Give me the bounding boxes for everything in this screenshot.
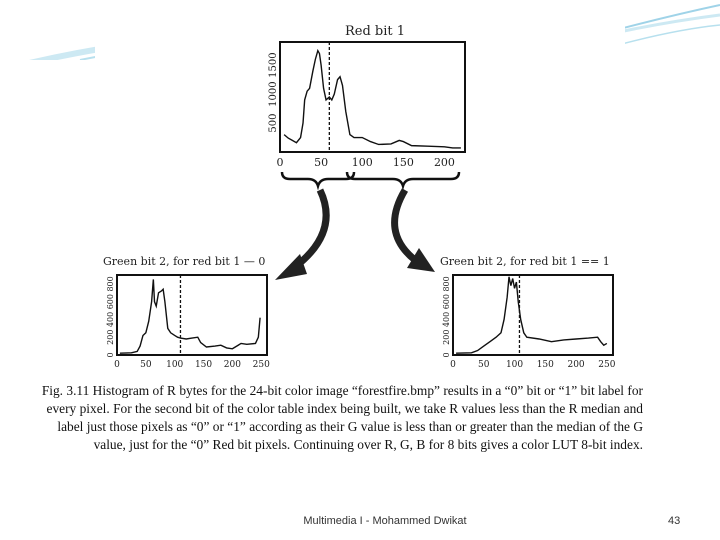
green1-xtick-label: 250 [598,360,616,370]
brace-left [282,172,354,186]
green1-xtick-label: 0 [450,360,456,370]
green1-xtick-label: 200 [567,360,585,370]
green0-histogram-line [120,279,260,353]
red1-xtick-label: 100 [351,156,373,169]
page-number: 43 [668,515,681,527]
green0-xtick-label: 100 [166,360,184,370]
figure [95,22,625,375]
red1-xtick-label: 50 [314,156,329,169]
green0-xtick-label: 150 [194,360,213,370]
green0-ytick-label: 800 [106,276,115,292]
chart-title-red1: Red bit 1 [345,24,406,39]
red1-xtick-label: 200 [433,156,455,169]
brace-right [347,172,459,186]
red1-xtick-label: 150 [392,156,414,169]
green1-ytick-label: 200 [442,329,451,345]
green1-ytick-label: 400 [442,311,451,328]
red1-ytick-label: 1000 [268,81,279,107]
green1-xtick-label: 50 [478,360,490,370]
footer: Multimedia I - Mohammed Dwikat [303,515,467,527]
figure-caption: Fig. 3.11 Histogram of R bytes for the 24-bit color image “forestfire.bmp” results in a “0” bit or “1” bit label for every pixel. For the second bit of the color table index being built, we take R values less than the R median and label just those pixels as “0” or “1” according as their G value is less than or greater than the median of the G value, just for the “0” Red bit pixels. Continuing over R, G, B for 8 bits gives a color LUT 8-bit index. [41,383,643,452]
green0-xtick-label: 200 [223,360,241,370]
red1-histogram-line [284,51,461,148]
chart-title-green0: Green bit 2, for red bit 1 — 0 [103,255,266,268]
arrow-right-icon [395,190,435,272]
green0-ytick-label: 600 [106,294,115,310]
green1-frame [453,275,613,355]
green1-ytick-label: 600 [442,294,451,310]
red1-xtick-label: 0 [276,156,284,169]
figure-graphics [95,22,625,375]
green0-ytick-label: 400 [106,311,115,328]
green1-ytick-label: 0 [442,352,451,358]
chart-title-green1: Green bit 2, for red bit 1 == 1 [440,255,610,268]
green0-xtick-label: 50 [140,360,152,370]
green1-xtick-label: 100 [505,360,524,370]
green0-xtick-label: 250 [252,360,270,370]
arrow-left-icon [275,190,326,280]
green0-ytick-label: 200 [106,329,115,345]
red1-ytick-label: 1500 [268,52,279,78]
red1-ytick-label: 500 [268,113,279,133]
red1-frame [280,42,465,152]
green0-xtick-label: 0 [114,360,120,370]
green1-xtick-label: 150 [536,360,554,370]
green1-ytick-label: 800 [442,276,451,292]
green0-ytick-label: 0 [106,352,115,358]
green1-histogram-line [456,277,607,353]
green0-frame [117,275,267,355]
